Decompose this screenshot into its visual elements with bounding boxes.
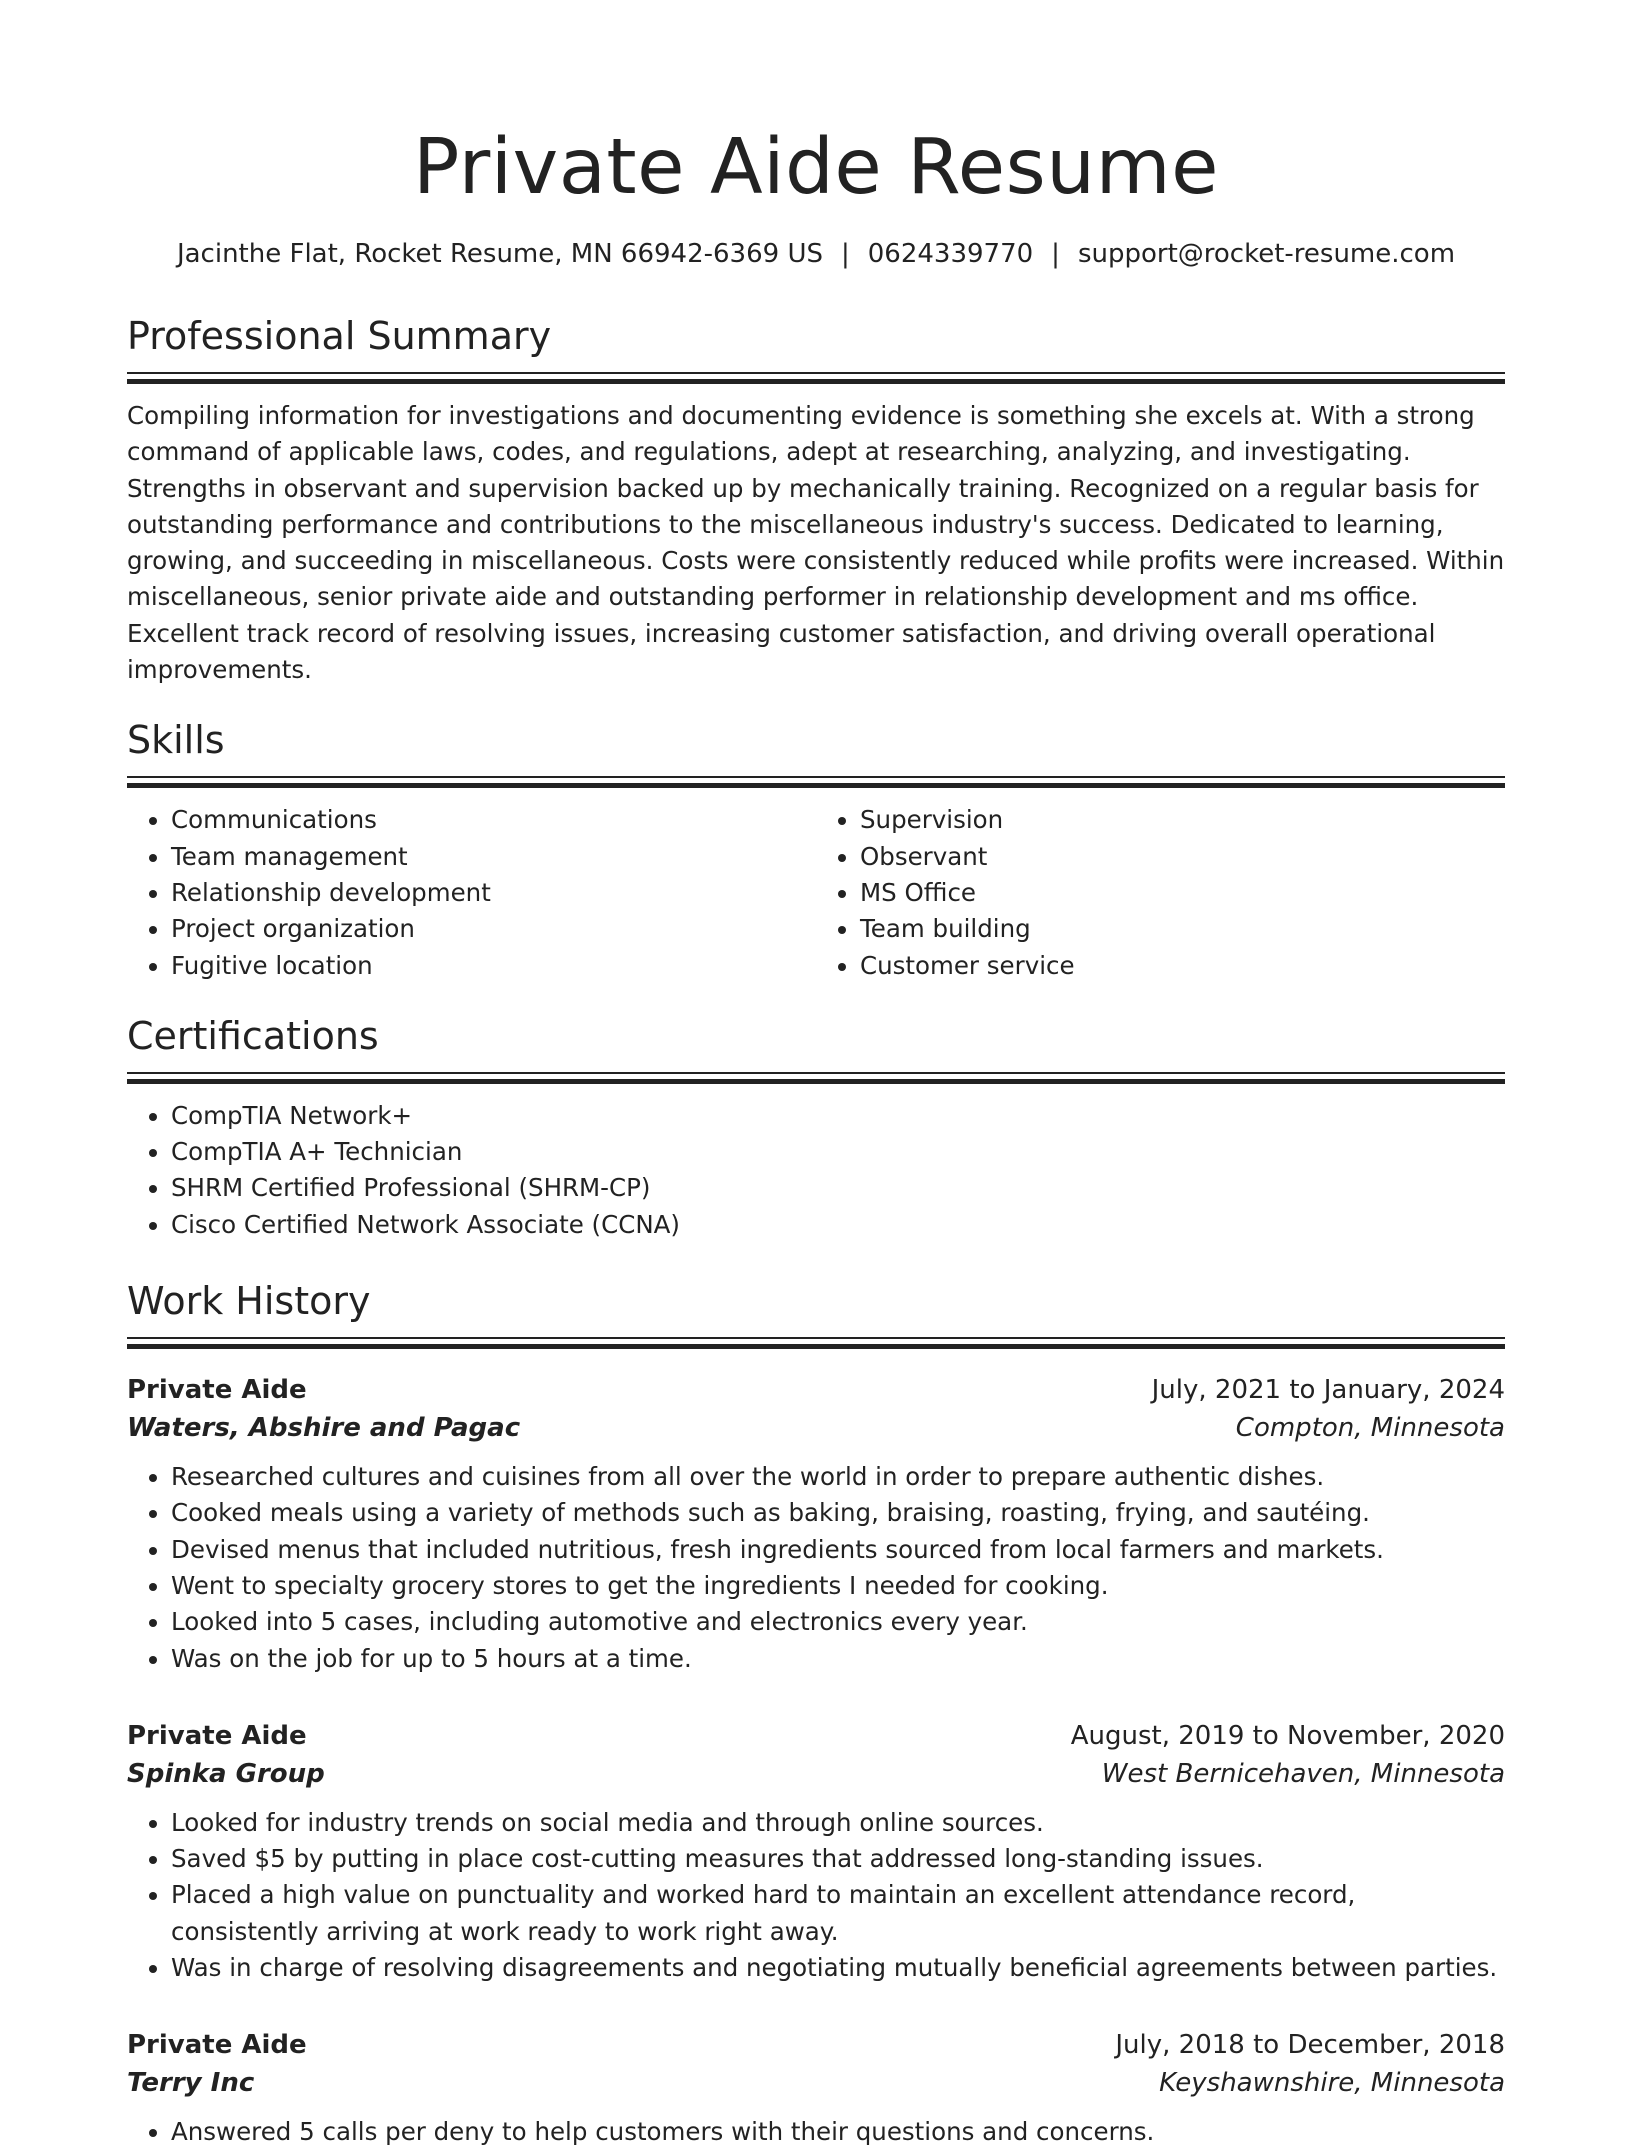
job-duty-item: • Placed a high value on punctuality and worked hard to maintain an excellent attendance record, consistently arriving at work ready to work right away. (171, 1877, 1505, 1950)
section-heading: Professional Summary (127, 314, 552, 358)
contact-email: support@rocket-resume.com (1077, 239, 1456, 269)
section-heading: Skills (127, 718, 225, 763)
work-history-section (127, 1277, 1505, 2151)
skill-item: • Supervision (860, 802, 1505, 838)
job-dates: July, 2021 to January, 2024 (1151, 1375, 1505, 1406)
job-dates: August, 2019 to November, 2020 (1070, 1720, 1505, 1751)
contact-separator: | (1051, 239, 1060, 269)
contact-line (127, 236, 1505, 272)
job-company-row (127, 2064, 1505, 2102)
job-duty-item: • Went to specialty grocery stores to get the ingredients I needed for cooking. (171, 1568, 1505, 1604)
job-duty-item: • Answered 5 calls per deny to help customers with their questions and concerns. (171, 2114, 1505, 2150)
job-company: Terry Inc (127, 2068, 255, 2099)
section-divider (127, 776, 1505, 788)
skill-item: • Communications (171, 802, 816, 838)
skills-grid (127, 802, 1505, 983)
skills-section (127, 716, 1505, 983)
contact-separator: | (840, 239, 850, 269)
section-heading: Work History (127, 1279, 371, 1324)
job-duty-item: • Researched cultures and cuisines from all over the world in order to prepare authentic dishes. (171, 1459, 1505, 1495)
job-dates: July, 2018 to December, 2018 (1115, 2030, 1505, 2061)
contact-phone: 0624339770 (867, 239, 1034, 269)
skill-item: • Team management (171, 839, 816, 875)
certification-item: • Cisco Certified Network Associate (CCNA) (171, 1207, 1505, 1243)
job-company-row (127, 1755, 1505, 1793)
skills-left-list (127, 802, 816, 983)
summary-text: Compiling information for investigations and documenting evidence is something she excels at. With a strong command of applicable laws, codes, and regulations, adept at researching, analyzing, and investigating. Strengths in observant and supervision backed up by mechanically training. Recognized on a regular basis for outstanding performance and contributions to the miscellaneous industry's success. Dedicated to learning, growing, and succeeding in miscellaneous. Costs were consistently reduced while profits were increased. Within miscellaneous, senior private aide and outstanding performer in relationship development and ms office. Excellent track record of resolving issues, increasing customer satisfaction, and driving overall operational improvements. (127, 401, 1505, 685)
contact-address: Jacinthe Flat, Rocket Resume, MN 66942-6369 US (176, 239, 823, 269)
certification-item: • CompTIA A+ Technician (171, 1134, 1505, 1170)
job-duty-item: • Looked into 5 cases, including automotive and electronics every year. (171, 1604, 1505, 1640)
job-duties-list (127, 1805, 1505, 1986)
job-header-row (127, 2026, 1505, 2064)
job-duties-list (127, 1459, 1505, 1677)
job-location: Keyshawnshire, Minnesota (1159, 2068, 1505, 2099)
summary-section (127, 312, 1505, 688)
skill-item: • Project organization (171, 911, 816, 947)
job-duty-item: • Was in charge of resolving disagreements and negotiating mutually beneficial agreements between parties. (171, 1950, 1505, 1986)
job-duty-item: • Cooked meals using a variety of methods such as baking, braising, roasting, frying, and sautéing. (171, 1495, 1505, 1531)
job-title: Private Aide (127, 1375, 307, 1406)
section-heading: Certifications (127, 1013, 379, 1058)
job-duty-item: • Devised menus that included nutritious, fresh ingredients sourced from local farmers and markets. (171, 1532, 1505, 1568)
job-location: West Bernicehaven, Minnesota (1101, 1758, 1505, 1789)
section-divider (127, 1072, 1505, 1084)
certifications-section (127, 1012, 1505, 1243)
skill-item: • Customer service (860, 948, 1505, 984)
section-divider (127, 372, 1505, 384)
certification-item: • SHRM Certified Professional (SHRM-CP) (171, 1170, 1505, 1206)
skills-right-list (816, 802, 1505, 983)
skill-item: • Observant (860, 839, 1505, 875)
job-entry (127, 1717, 1505, 1986)
job-duty-item: • Was on the job for up to 5 hours at a time. (171, 1641, 1505, 1677)
job-duties-list (127, 2114, 1505, 2150)
job-title: Private Aide (127, 1720, 307, 1751)
job-duty-item: • Looked for industry trends on social media and through online sources. (171, 1805, 1505, 1841)
section-divider (127, 1337, 1505, 1349)
job-title: Private Aide (127, 2030, 307, 2061)
certifications-list (127, 1098, 1505, 1243)
job-company-row (127, 1409, 1505, 1447)
job-header-row (127, 1717, 1505, 1755)
job-company: Spinka Group (127, 1758, 325, 1789)
job-entry (127, 2026, 1505, 2150)
job-header-row (127, 1371, 1505, 1409)
document-title: Private Aide Resume (413, 123, 1219, 212)
skill-item: • Team building (860, 911, 1505, 947)
skill-item: • MS Office (860, 875, 1505, 911)
job-company: Waters, Abshire and Pagac (127, 1413, 521, 1444)
job-location: Compton, Minnesota (1235, 1413, 1505, 1444)
skill-item: • Relationship development (171, 875, 816, 911)
skill-item: • Fugitive location (171, 948, 816, 984)
job-entry (127, 1371, 1505, 1677)
certification-item: • CompTIA Network+ (171, 1098, 1505, 1134)
job-duty-item: • Saved $5 by putting in place cost-cutting measures that addressed long-standing issues. (171, 1841, 1505, 1877)
